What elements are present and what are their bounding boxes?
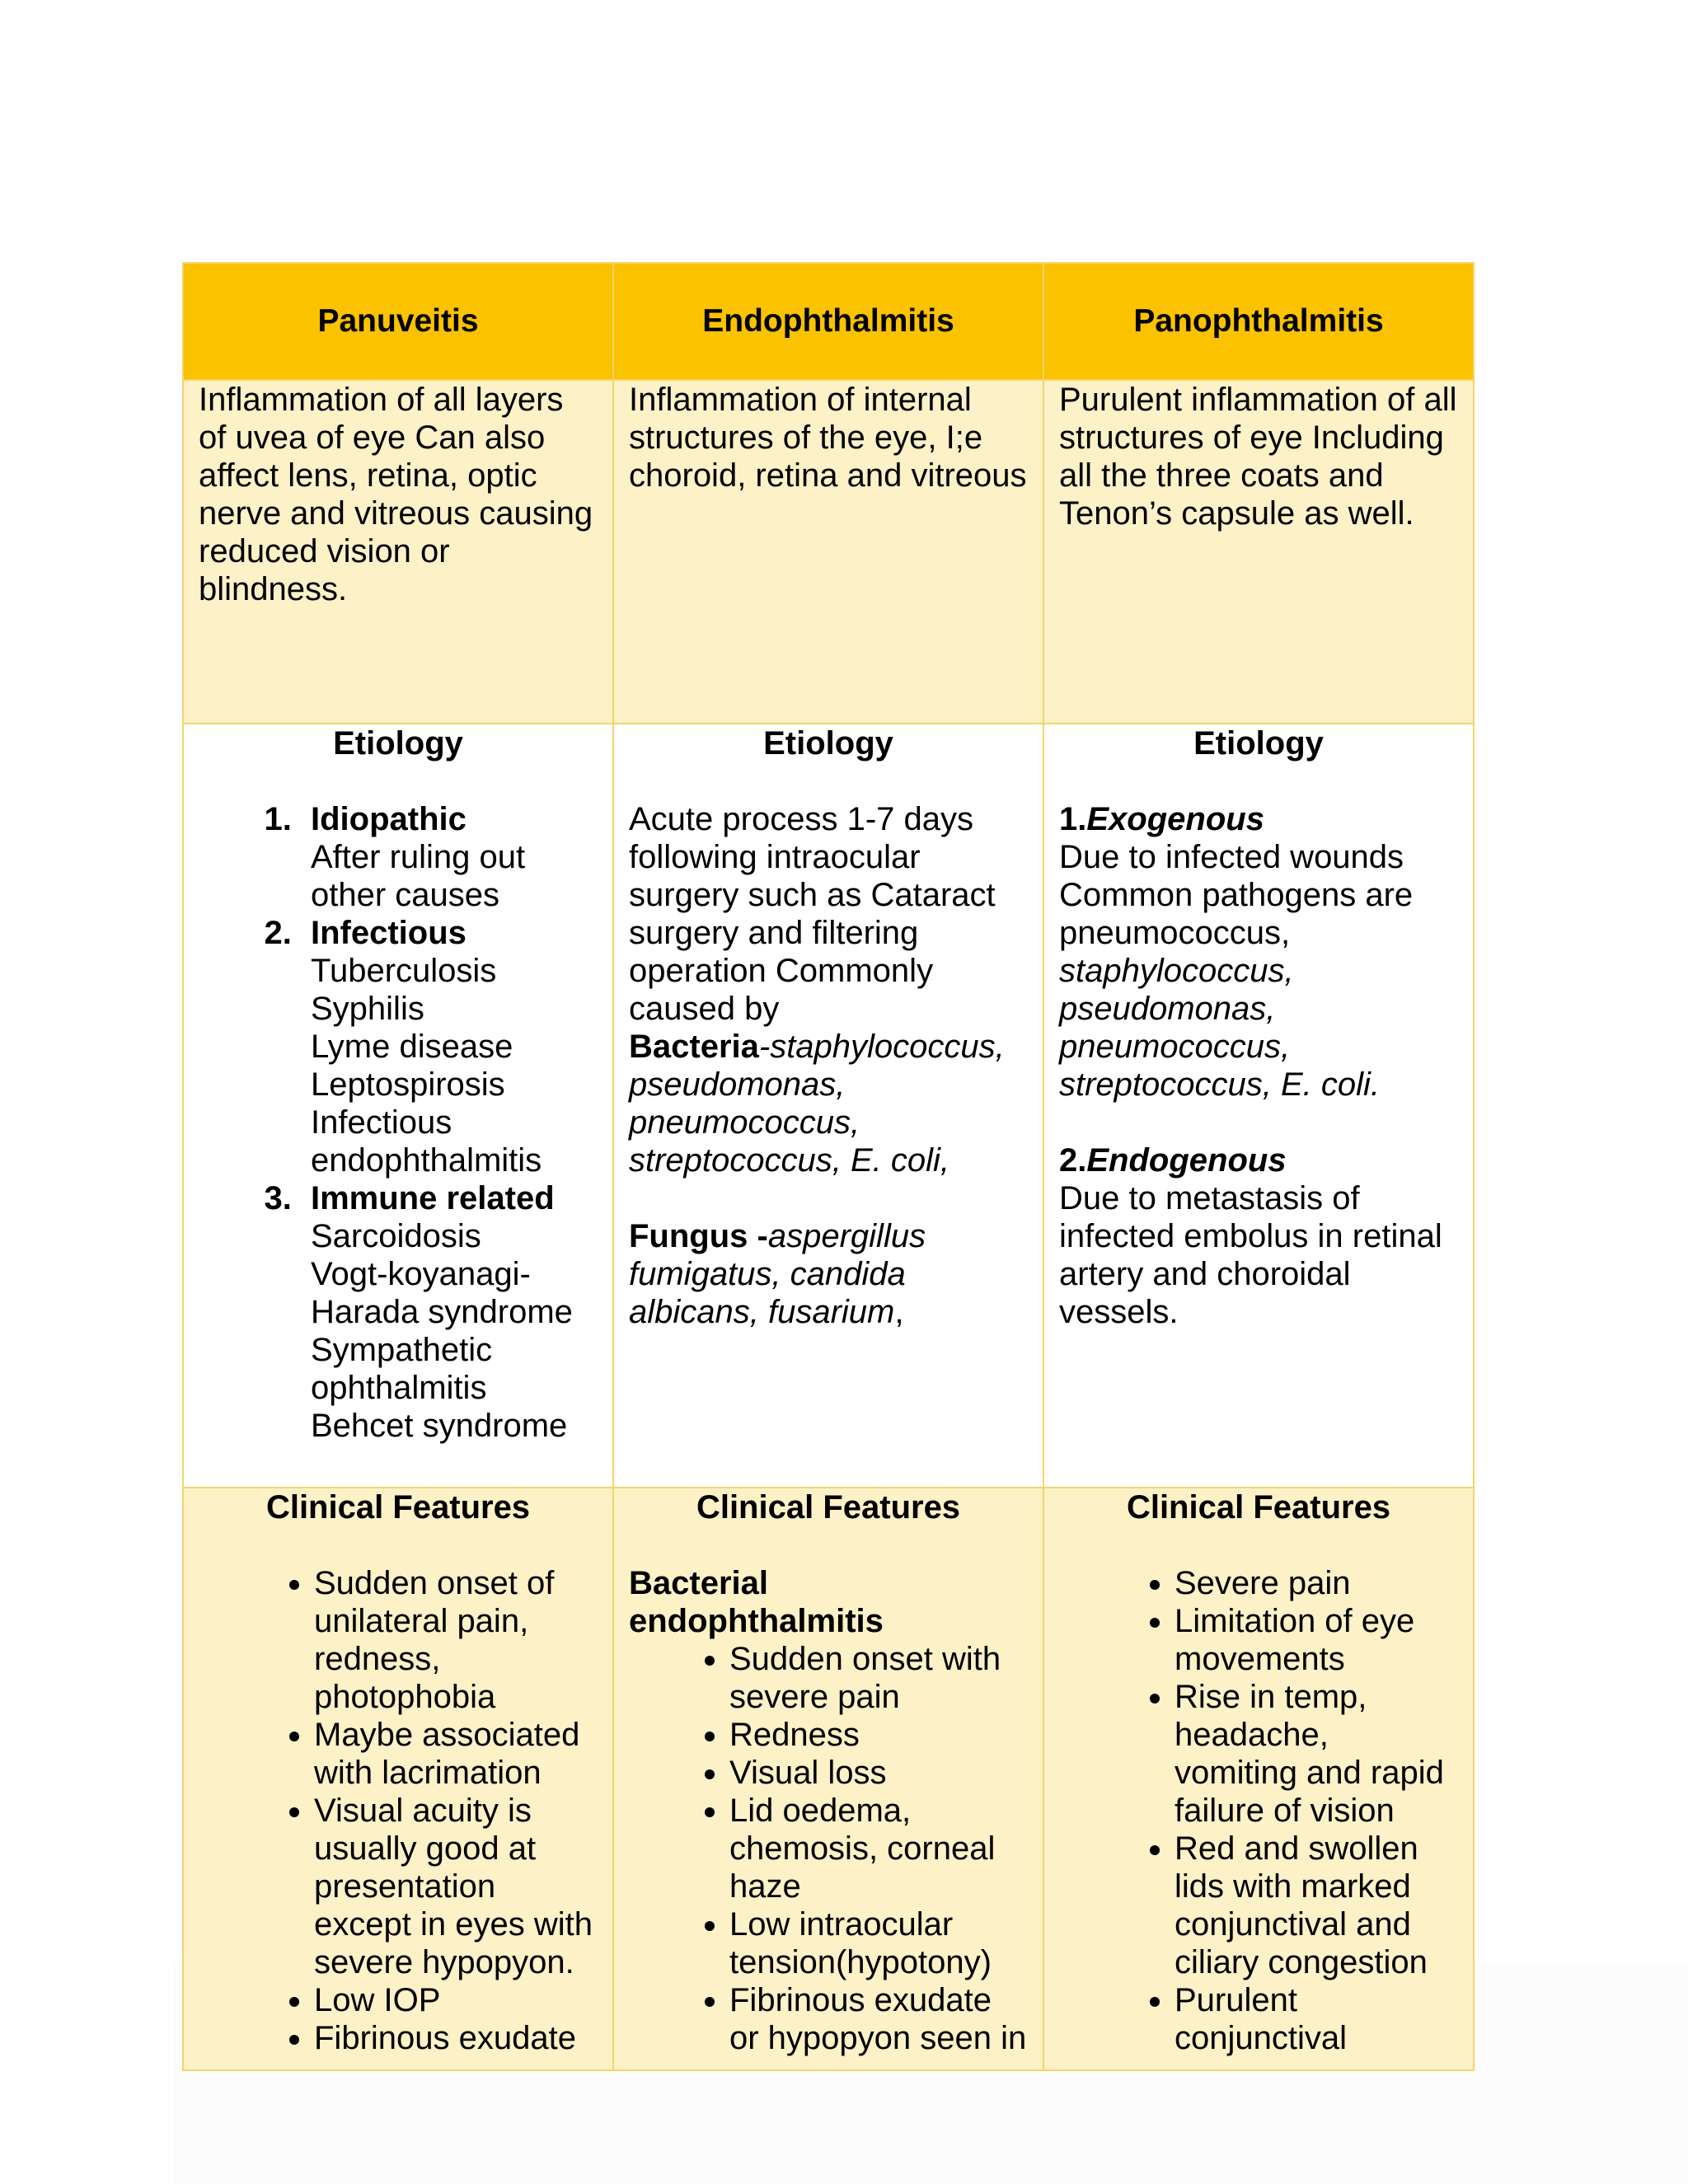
- etiology-group: [301, 800, 598, 914]
- etiology-item: Lyme disease: [311, 1029, 513, 1065]
- etiology-title: Etiology: [333, 725, 463, 762]
- clinical-title: Clinical Features: [1126, 1489, 1391, 1526]
- exogenous-label: Exogenous: [1086, 801, 1264, 837]
- list-item: • Low intraocular tension(hypotony): [729, 1905, 1028, 1981]
- definition-panophthalmitis: Purulent inflammation of all structures of eye Including all the three coats and Tenon’s capsule as well.: [1043, 380, 1474, 724]
- etiology-panuveitis-list: [199, 800, 598, 1445]
- comparison-table: [182, 262, 1475, 2071]
- list-item: • Limitation of eye movements: [1175, 1602, 1458, 1678]
- exogenous-text: Due to infected wounds Common pathogens are pneumococcus,: [1059, 839, 1414, 951]
- exogenous-num: 1.: [1059, 801, 1087, 837]
- etiology-item: Behcet syndrome: [311, 1408, 568, 1444]
- etiology-endo-bacteria: [629, 1028, 1028, 1179]
- clinical-title: Clinical Features: [696, 1489, 961, 1526]
- list-item: • Purulent conjunctival: [1175, 1981, 1458, 2057]
- header-panophthalmitis: Panophthalmitis: [1043, 263, 1474, 380]
- exogenous-heading: [1059, 800, 1458, 838]
- clinical-panophthalmitis: [1043, 1488, 1474, 2070]
- fungus-end: ,: [894, 1294, 904, 1330]
- etiology-row: [183, 724, 1474, 1488]
- etiology-group-heading: Immune related: [311, 1180, 555, 1216]
- clinical-endophthalmitis: [613, 1488, 1043, 2070]
- list-item: • Lid oedema, chemosis, corneal haze: [729, 1792, 1028, 1905]
- etiology-group: [301, 1179, 598, 1445]
- etiology-panophthalmitis: [1043, 724, 1474, 1488]
- endogenous-label: Endogenous: [1086, 1142, 1287, 1179]
- fungus-list: aspergillus fumigatus, candida albicans, fusarium: [629, 1218, 926, 1330]
- clinical-row: [183, 1488, 1474, 2070]
- etiology-endo-fungus: [629, 1217, 1028, 1331]
- etiology-item: Vogt-koyanagi- Harada syndrome: [311, 1256, 573, 1330]
- list-item: • Low IOP: [314, 1981, 598, 2019]
- bacterial-endophthalmitis-heading: Bacterial endophthalmitis: [629, 1565, 884, 1639]
- clinical-title: Clinical Features: [265, 1489, 531, 1526]
- clinical-panuveitis-list: [199, 1564, 598, 2057]
- definition-endophthalmitis: Inflammation of internal structures of the eye, I;e choroid, retina and vitreous: [613, 380, 1043, 724]
- exogenous-list: staphylococcus, pseudomonas, pneumococcus, streptococcus, E. coli.: [1059, 953, 1381, 1103]
- fungus-label: Fungus -: [629, 1218, 768, 1254]
- etiology-endophthalmitis: [613, 724, 1043, 1488]
- list-item: • Severe pain: [1175, 1564, 1458, 1602]
- definition-row: [183, 380, 1474, 724]
- definition-panuveitis: Inflammation of all layers of uvea of eye Can also affect lens, retina, optic nerve and vitreous causing reduced vision or blindness.: [183, 380, 613, 724]
- etiology-item: Sarcoidosis: [311, 1218, 481, 1254]
- list-item: • Visual acuity is usually good at presentation except in eyes with severe hypopyon.: [314, 1792, 598, 1981]
- etiology-panuveitis: [183, 724, 613, 1488]
- clinical-panophthalmitis-list: [1059, 1564, 1458, 2057]
- endogenous-heading: [1059, 1141, 1458, 1179]
- list-item: • Rise in temp, headache, vomiting and rapid failure of vision: [1175, 1678, 1458, 1830]
- list-item: • Maybe associated with lacrimation: [314, 1716, 598, 1792]
- list-item: • Fibrinous exudate: [314, 2019, 598, 2057]
- list-item: • Sudden onset with severe pain: [729, 1640, 1028, 1716]
- bacteria-list: -staphylococcus, pseudomonas, pneumococcus, streptococcus, E. coli,: [629, 1029, 1005, 1179]
- etiology-item: Syphilis: [311, 991, 424, 1027]
- clinical-panuveitis: [183, 1488, 613, 2070]
- etiology-item: Sympathetic ophthalmitis: [311, 1332, 493, 1406]
- etiology-item: Infectious endophthalmitis: [311, 1104, 542, 1179]
- list-item: • Red and swollen lids with marked conjunctival and ciliary congestion: [1175, 1830, 1458, 1981]
- etiology-item: After ruling out other causes: [311, 839, 526, 913]
- header-row: [183, 263, 1474, 380]
- etiology-endo-intro: Acute process 1-7 days following intraocular surgery such as Cataract surgery and filtering operation Commonly caused by: [629, 801, 996, 1027]
- header-endophthalmitis: Endophthalmitis: [613, 263, 1043, 380]
- bacteria-label: Bacteria: [629, 1029, 759, 1065]
- etiology-group-heading: Idiopathic: [311, 801, 467, 837]
- etiology-title: Etiology: [1193, 725, 1324, 762]
- header-panuveitis: Panuveitis: [183, 263, 613, 380]
- etiology-item: Tuberculosis: [311, 953, 497, 989]
- etiology-item: Leptospirosis: [311, 1066, 505, 1103]
- etiology-group-heading: Infectious: [311, 915, 467, 951]
- endogenous-num: 2.: [1059, 1142, 1087, 1179]
- etiology-group: [301, 914, 598, 1179]
- clinical-endophthalmitis-list: [629, 1640, 1028, 2057]
- list-item: • Sudden onset of unilateral pain, redness, photophobia: [314, 1564, 598, 1716]
- list-item: • Visual loss: [729, 1754, 1028, 1792]
- list-item: • Fibrinous exudate or hypopyon seen in: [729, 1981, 1028, 2057]
- etiology-title: Etiology: [763, 725, 893, 762]
- endogenous-text: Due to metastasis of infected embolus in retinal artery and choroidal vessels.: [1059, 1180, 1442, 1330]
- list-item: • Redness: [729, 1716, 1028, 1754]
